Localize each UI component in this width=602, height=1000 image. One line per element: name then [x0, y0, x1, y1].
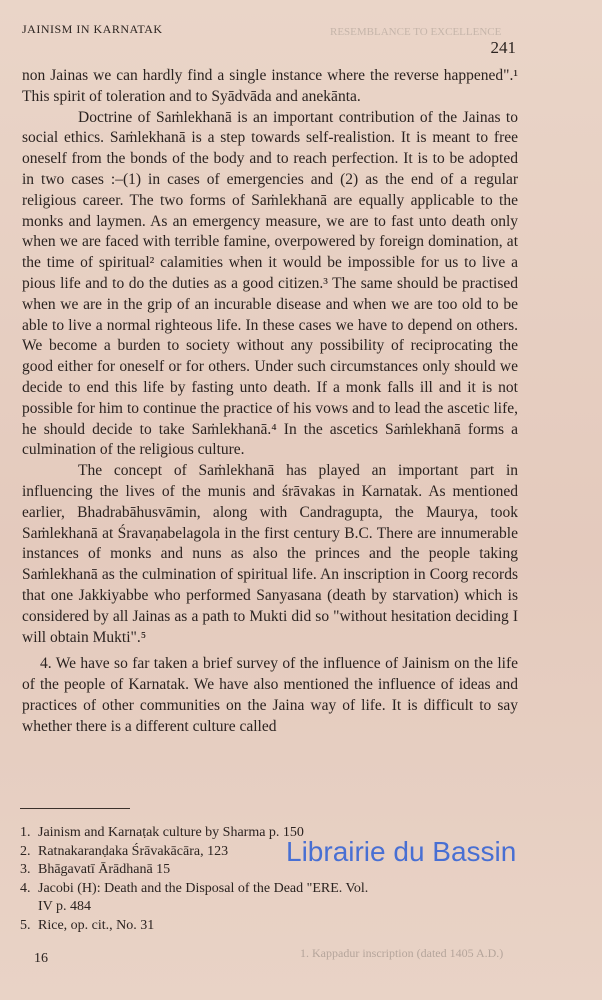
footnote-number: 3.: [20, 862, 31, 877]
footnote-text: Jacobi (H): Death and the Disposal of the Dead "ERE. Vol.: [38, 880, 369, 896]
signature-mark: 16: [34, 951, 48, 966]
footnote-number: 2.: [20, 843, 31, 859]
footnote-rule: [20, 808, 130, 809]
footnote-text: Bhāgavatī Ārādhanā 15: [38, 862, 171, 877]
running-head: JAINISM IN KARNATAK: [22, 22, 163, 36]
page-number: 241: [490, 38, 516, 57]
paragraph-3: The concept of Saṁlekhanā has played an important part in influencing the lives of the munis and śrāvakas in Karnatak. As mentioned earlier, Bhadrabāhusvāmin, along with Candragupta, the Maurya, took Saṁlekhanā at Śravaṇabelagola in the first century B.C. There are innumerable instances of monks and nuns as also the princes and the people taking Saṁlekhanā as the culmination of spiritual life. An inscription in Coorg records that one Jakkiyabbe who performed Sanyasana (death by starvation) which is considered by all Jainas as a path to Mukti did so "without hesitation deciding I will obtain Mukti".⁵: [22, 462, 518, 646]
footnote-number: 4.: [20, 880, 31, 896]
footnote-text: Rice, op. cit., No. 31: [38, 917, 155, 933]
body-text: [22, 66, 518, 738]
footnote-text: Ratnakaranḍaka Śrāvakācāra, 123: [38, 843, 229, 859]
footnote-text: Jainism and Karnaṭak culture by Sharma p. 150: [38, 825, 304, 840]
show-through-heading: RESEMBLANCE TO EXCELLENCE: [330, 26, 502, 38]
footnote-number: 5.: [20, 917, 31, 933]
show-through-text: 1. Kappadur inscription (dated 1405 A.D.): [300, 946, 504, 960]
footnote-4: [20, 880, 510, 899]
footnote-4-continuation: IV p. 484: [38, 899, 92, 914]
paragraph-4: 4. We have so far taken a brief survey of the influence of Jainism on the life of the people of Karnatak. We have also mentioned the influence of ideas and practices of other communities on the Jaina way of life. It is difficult to say whether there is a different culture called: [22, 655, 518, 735]
watermark-logo: Librairie du Bassin: [286, 836, 517, 867]
footnote-number: 1.: [20, 825, 31, 840]
paragraph-1: non Jainas we can hardly find a single instance where the reverse happened".¹ This spirit of toleration and to Syādvāda and anekānta.: [22, 67, 518, 105]
footnote-5: [20, 917, 510, 936]
paragraph-2: Doctrine of Saṁlekhanā is an important contribution of the Jainas to social ethics. Saṁlekhanā is a step towards self-realistion. It is meant to free oneself from the bonds of the body and to reach perfection. It is to be adopted in two cases :–(1) in cases of emergencies and (2) as the end of a regular religious career. The two forms of Saṁlekhanā are equally applicable to the monks and laymen. As an emergency measure, we are to fast unto death only when we are faced with terrible famine, overpowered by foreign domination, at the time of spiritual² calamities when it would be impossible for us to live a pious life and to do the duties as a good citizen.³ The same should be practised when we are in the grip of an incurable disease and when we are too old to be able to live a normal righteous life. In these cases we have to depend on others. We become a burden to society without any possibility of reciprocating the good either for oneself or for others. Under such circumstances only should we decide to end this life by fasting unto death. If a monk falls ill and it is not possible for him to continue the practice of his vows and to lead the ascetic life, he should decide to take Saṁlekhanā.⁴ In the ascetics Saṁlekhanā forms a culmination of the religious culture.: [22, 108, 518, 459]
